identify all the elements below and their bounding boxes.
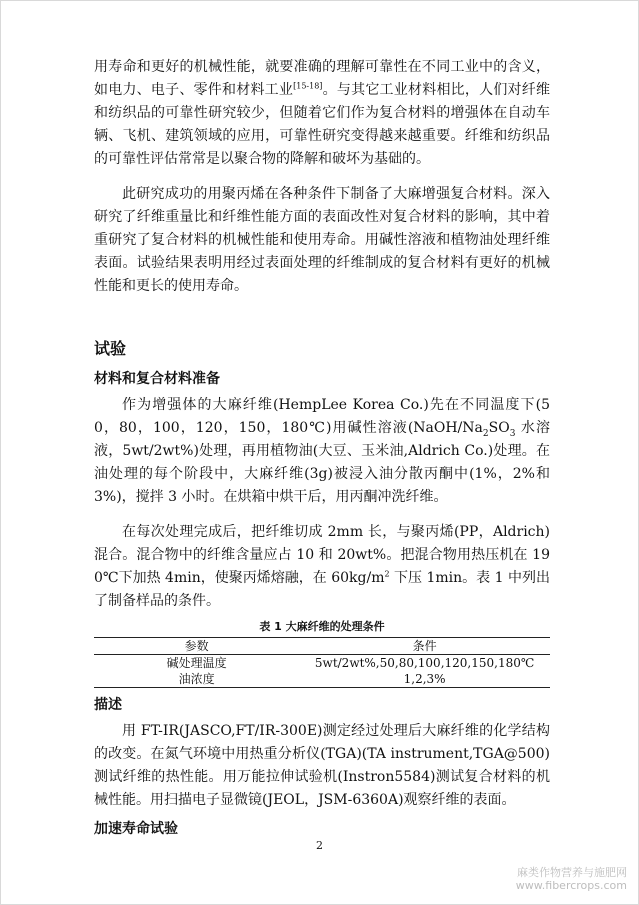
watermark-line-1: 麻类作物营养与施肥网 [517, 866, 627, 879]
subsection-title-characterization: 描述 [94, 697, 122, 713]
materials-p2-b: 下压 1min。表 1 中列出了制备样品的条件。 [94, 570, 550, 609]
table-caption: 表 1 大麻纤维的处理条件 [259, 620, 385, 633]
materials-p1-b: SO [488, 420, 510, 436]
intro-p1-tail: 。与其它工业材料相比，人们对纤维和纺织品的可靠性研究较少，但随着它们作为复合材料的增强体在自动车辆、飞机、建筑领域的应用，可靠性研究变得越来越重要。纤维和纺织品的可靠性评估常常是以聚合物的降解和破坏为基础的。 [94, 82, 551, 167]
page-number: 2 [316, 839, 323, 852]
materials-paragraph-2 [94, 521, 550, 613]
table-row [94, 671, 550, 688]
intro-paragraph-2: 此研究成功的用聚丙烯在各种条件下制备了大麻增强复合材料。深入研究了纤维重量比和纤维性能方面的表面改性对复合材料的影响，其中着重研究了复合材料的机械性能和使用寿命。用碱性溶液和植物油处理纤维表面。试验结果表明用经过表面处理的纤维制成的复合材料有更好的机械性能和更长的使用寿命。 [94, 186, 550, 294]
citation-reference: [15-18] [293, 81, 323, 91]
table-header-row [94, 638, 550, 655]
subsection-title-materials: 材料和复合材料准备 [94, 371, 220, 387]
table-header-parameter: 参数 [184, 639, 209, 653]
intro-p1-text: 用寿命和更好的机械性能，就要准确的理解可靠性在不同工业中的含义，如电力、电子、零件和材料工业 [94, 59, 550, 98]
materials-paragraph-1 [94, 394, 550, 509]
table-cell: 碱处理温度 [166, 656, 227, 670]
superscript-2: 2 [384, 569, 390, 579]
materials-p1-c: 水溶液，5wt/2wt%)处理，再用植物油(大豆、玉米油,Aldrich Co.)处理。在油处理的每个阶段中，大麻纤维(3g)被浸入油分散丙酮中(1%，2%和 3%)，搅拌 3 小时。在烘箱中烘干后，用丙酮冲洗纤维。 [94, 420, 550, 505]
document-body [94, 56, 550, 840]
subscript-3: 3 [509, 428, 516, 439]
intro-paragraph-1 [94, 56, 550, 171]
table-row [94, 655, 550, 672]
watermark-line-2: www.fibercrops.com [515, 879, 627, 892]
table-cell: 5wt/2wt%,50,80,100,120,150,180℃ [314, 656, 535, 670]
materials-p2-a: 在每次处理完成后，把纤维切成 2mm 长，与聚丙烯(PP，Aldrich)混合。混合物中的纤维含量应占 10 和 20wt%。把混合物用热压机在 190℃下加热 4min，使聚丙烯熔融，在 60kg/m [94, 524, 550, 586]
table-header-condition: 条件 [412, 639, 437, 653]
table-cell: 1,2,3% [403, 672, 446, 686]
watermark [516, 866, 627, 892]
characterization-paragraph: 用 FT-IR(JASCO,FT/IR-300E)测定经过处理后大麻纤维的化学结构的改变。在氮气环境中用热重分析仪(TGA)(TA instrument,TGA@500)测试纤维的热性能。用万能拉伸试验机(Instron5584)测试复合材料的机械性能。用扫描电子显微镜(JEOL，JSM-6360A)观察纤维的表面。 [94, 723, 550, 808]
section-title-experiment: 试验 [94, 339, 127, 358]
subscript-2: 2 [482, 428, 489, 439]
table-cell: 油浓度 [178, 672, 215, 686]
subsection-title-accelerated-life-test: 加速寿命试验 [94, 821, 178, 837]
materials-p1-a: 作为增强体的大麻纤维(HempLee Korea Co.)先在不同温度下(50，80，100，120，150，180℃)用碱性溶液(NaOH/Na [94, 397, 550, 436]
treatment-conditions-table [94, 637, 550, 688]
